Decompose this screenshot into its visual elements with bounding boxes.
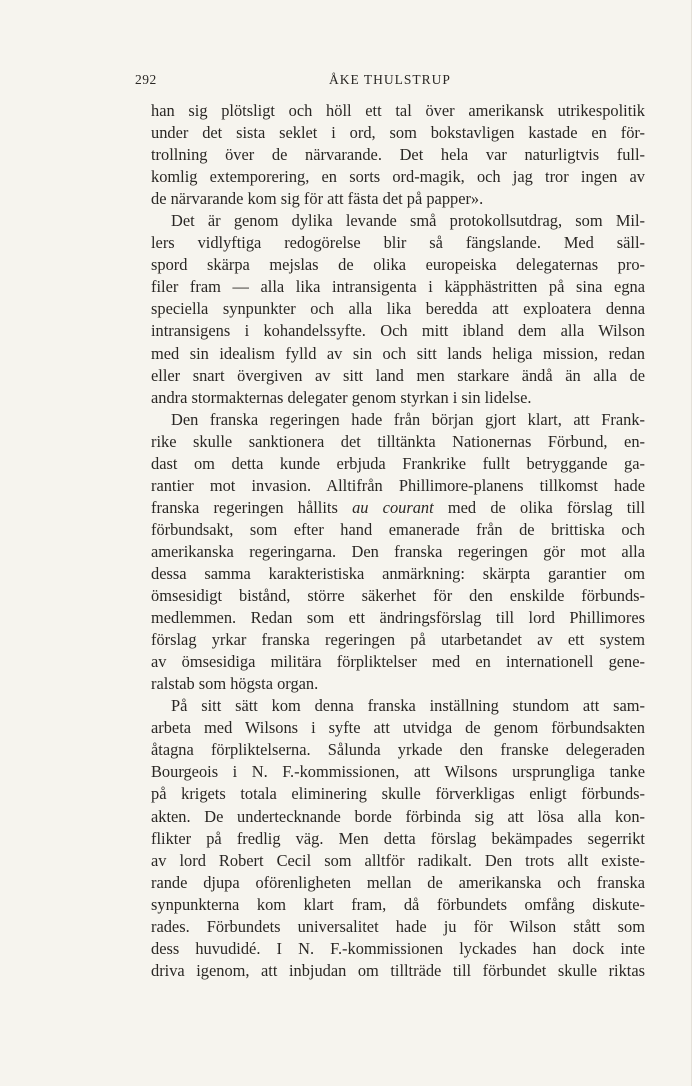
text-line: dess huvudidé. I N. F.-kommissionen lyckades han dock inte [151, 938, 645, 958]
text-line: rades. Förbundets universalitet hade ju för Wilson stått som [151, 916, 645, 936]
page-number: 292 [135, 72, 157, 87]
text-line: förslag yrkar franska regeringen på utarbetandet av ett system [151, 630, 645, 650]
text-line: synpunkterna kom klart fram, då förbundets omfång diskute- [151, 894, 645, 914]
text-line: andra stormakternas delegater genom styrkan i sin lidelse. [151, 387, 532, 407]
text-line: han sig plötsligt och höll ett tal över amerikansk utrikespolitik [151, 101, 645, 120]
text-line: intransigens i kohandelssyfte. Och mitt ibland dem alla Wilson [151, 321, 645, 341]
text-line: filer fram — alla lika intransigenta i käpphästritten på sina egna [151, 277, 645, 297]
text-line: rantier mot invasion. Alltifrån Phillimore-planens tillkomst hade [151, 475, 645, 495]
text-line: på krigets totala eliminering skulle förverkligas enligt förbunds- [151, 784, 645, 804]
text-line: flikter på fredlig väg. Men detta förslag bekämpades segerrikt [151, 828, 645, 848]
text-line: driva igenom, att inbjudan om tillträde till förbundet skulle riktas [151, 960, 645, 980]
text-line: På sitt sätt kom denna franska inställning stundom att sam- [171, 696, 645, 716]
text-line: eller snart övergiven av sitt land men starkare ändå än alla de [151, 365, 645, 385]
text-line: de närvarande kom sig för att fästa det på papper». [151, 189, 484, 209]
text-line: lers vidlyftiga redogörelse blir så fängslande. Med säll- [151, 233, 645, 253]
text-line: under det sista seklet i ord, som bokstavligen kastade en för- [151, 123, 645, 143]
text-line: franska regeringen hållits au courant med de olika förslag till [151, 497, 645, 517]
text-line: Bourgeois i N. F.-kommissionen, att Wilsons ursprungliga tanke [151, 762, 645, 782]
body-text [131, 100, 645, 982]
text-line: medlemmen. Redan som ett ändringsförslag till lord Phillimores [151, 608, 645, 628]
text-line: trollning över de närvarande. Det hela var naturligtvis full- [151, 145, 645, 165]
text-line: ömsesidigt bistånd, större säkerhet för den enskilde förbunds- [151, 586, 645, 606]
text-line: dast om detta kunde erbjuda Frankrike fullt betryggande ga- [151, 453, 645, 473]
paragraph [131, 100, 645, 210]
paragraph [131, 210, 645, 408]
text-line: Det är genom dylika levande små protokollsutdrag, som Mil- [171, 211, 645, 231]
text-line: spord skärpa mejslas de olika europeiska delegaternas pro- [151, 255, 645, 275]
running-title: ÅKE THULSTRUP [329, 72, 451, 87]
text-line: rande djupa oförenligheten mellan de amerikanska och franska [151, 872, 645, 892]
text-line: Den franska regeringen hade från början gjort klart, att Frank- [171, 409, 645, 429]
text-line: speciella synpunkter och alla lika beredda att exploatera denna [151, 299, 645, 319]
italic-phrase: au courant [352, 497, 434, 517]
text-line: av lord Robert Cecil som alltför radikalt. Den trots allt existe- [151, 850, 645, 870]
paragraph [131, 409, 645, 696]
running-head [135, 72, 645, 90]
text-line: med sin idealism fylld av sin och sitt lands heliga mission, redan [151, 343, 645, 363]
text-line: amerikanska regeringarna. Den franska regeringen gör mot alla [151, 541, 645, 561]
text-line: arbeta med Wilsons i syfte att utvidga de genom förbundsakten [151, 718, 645, 738]
text-line: komlig extemporering, en sorts ord-magik, och jag tror ingen av [151, 167, 645, 187]
text-line: åtagna förpliktelserna. Sålunda yrkade den franske delegeraden [151, 740, 645, 760]
text-line: rike skulle sanktionera det tilltänkta Nationernas Förbund, en- [151, 431, 645, 451]
text-line: akten. De undertecknande borde förbinda sig att lösa alla kon- [151, 806, 645, 826]
paragraph [131, 695, 645, 982]
text-line: dessa samma karakteristiska anmärkning: skärpta garantier om [151, 563, 645, 583]
text-line: förbundsakt, som efter hand emanerade från de brittiska och [151, 519, 645, 539]
text-line: ralstab som högsta organ. [151, 674, 319, 694]
text-line: av ömsesidiga militära förpliktelser med en internationell gene- [151, 652, 645, 672]
